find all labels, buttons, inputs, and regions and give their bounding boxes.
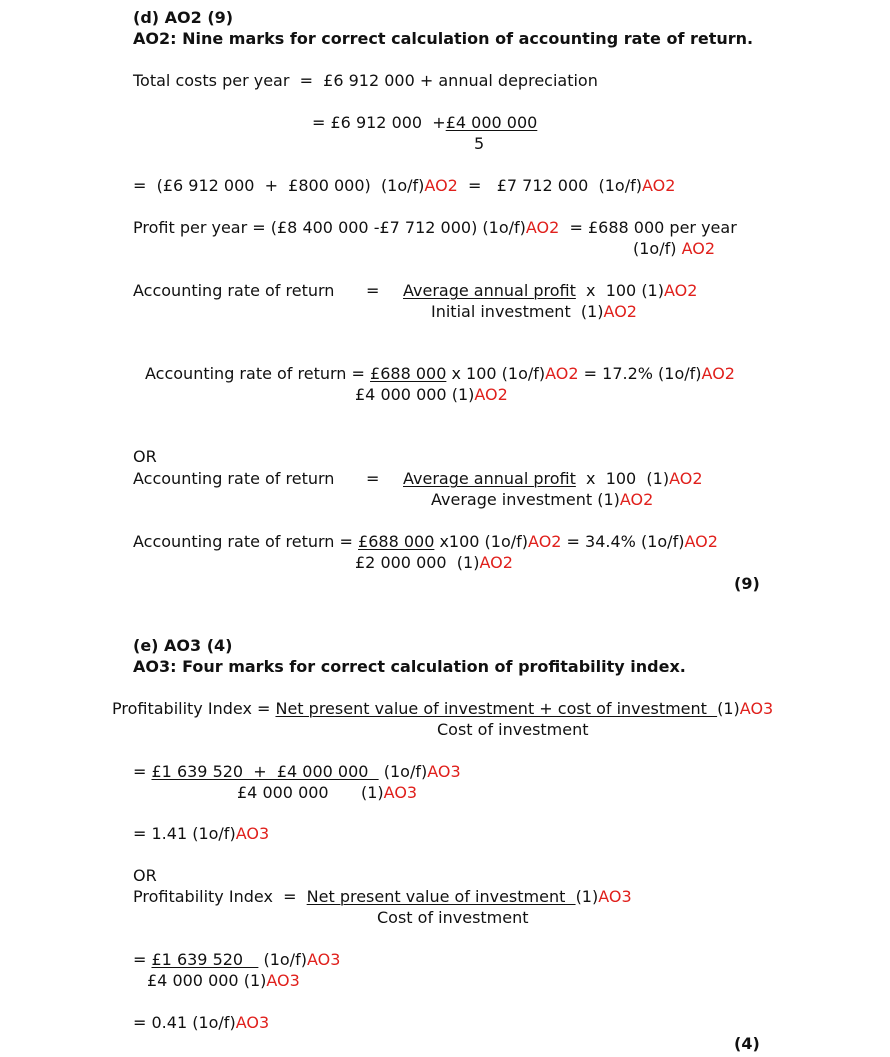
arr-calculation-2-denominator	[355, 553, 513, 573]
ao-tag: AO2	[474, 385, 508, 404]
mark: (1o/f)	[378, 762, 428, 781]
text: Accounting rate of return =	[145, 364, 371, 383]
formula-denominator: 5	[474, 134, 485, 153]
ao-tag: AO3	[598, 887, 632, 906]
text: = 1.41 (1o/f)	[133, 824, 236, 843]
pi-formula-1-denominator: Cost of investment	[437, 720, 589, 739]
numerator: Net present value of investment + cost of investment	[275, 699, 718, 718]
text: £4 000 000 (1)	[355, 385, 475, 404]
text: x 100 (1)	[575, 281, 664, 300]
pi-calculation-2-denominator	[147, 971, 300, 991]
numerator: £688 000	[370, 364, 447, 383]
ao-tag: AO2	[545, 364, 579, 383]
pi-formula-2	[133, 887, 632, 907]
numerator: £688 000	[358, 532, 435, 551]
part-d-total: (9)	[734, 574, 760, 593]
text: = £7 712 000 (1o/f)	[457, 176, 642, 195]
pi-calculation-1-denominator: £4 000 000	[237, 783, 329, 802]
ao-tag: AO2	[681, 239, 715, 258]
pi-calculation-2	[133, 950, 340, 970]
ao-tag: AO2	[525, 218, 560, 237]
ao-tag: AO2	[641, 176, 676, 195]
numerator: Average annual profit	[403, 469, 576, 488]
text: = £688 000 per year	[559, 218, 737, 237]
depreciation-formula	[312, 113, 537, 133]
mark: (1o/f)	[258, 950, 307, 969]
text: x 100 (1)	[575, 469, 670, 488]
pi-result-1	[133, 824, 269, 844]
numerator: £1 639 520 + £4 000 000	[151, 762, 379, 781]
text: £4 000 000 (1)	[147, 971, 267, 990]
part-e-heading: (e) AO3 (4)	[133, 636, 233, 655]
ao-tag: AO2	[669, 469, 703, 488]
pi-result-2	[133, 1013, 269, 1033]
text: = (£6 912 000 + £800 000) (1o/f)	[133, 176, 425, 195]
arr-formula-2-denominator	[431, 490, 653, 510]
formula-prefix: = £6 912 000 +	[312, 113, 446, 132]
ao-tag: AO3	[266, 971, 300, 990]
arr-formula-1-denominator	[431, 302, 637, 322]
result: = 17.2% (1o/f)	[578, 364, 702, 383]
ao-tag: AO3	[383, 783, 418, 802]
ao-tag: AO3	[427, 762, 461, 781]
arr-formula-1	[403, 281, 697, 301]
ao-tag: AO2	[528, 532, 562, 551]
mark: (1)	[575, 887, 599, 906]
part-d-description: AO2: Nine marks for correct calculation of accounting rate of return.	[133, 29, 754, 48]
text: =	[133, 950, 152, 969]
mark: (1)	[361, 783, 384, 802]
numerator: Net present value of investment	[306, 887, 576, 906]
arr-calculation-1-denominator	[355, 385, 508, 405]
result: = 34.4% (1o/f)	[561, 532, 685, 551]
arr-label: Accounting rate of return	[133, 281, 335, 300]
part-e-description: AO3: Four marks for correct calculation of profitability index.	[133, 657, 686, 676]
pi-formula-2-denominator: Cost of investment	[377, 908, 529, 927]
pi-formula-1	[112, 699, 773, 719]
text: x 100 (1o/f)	[446, 364, 546, 383]
text: x100 (1o/f)	[434, 532, 529, 551]
part-d-heading: (d) AO2 (9)	[133, 8, 234, 27]
ao-tag: AO2	[684, 532, 718, 551]
ao-tag: AO2	[603, 302, 637, 321]
ao-tag: AO2	[424, 176, 458, 195]
text: Profit per year = (£8 400 000 -£7 712 000) (1o/f)	[133, 218, 526, 237]
arr-calculation-1	[145, 364, 735, 384]
text: =	[133, 762, 152, 781]
ao-tag: AO3	[739, 699, 774, 718]
arr-label-2: Accounting rate of return	[133, 469, 335, 488]
text: Profitability Index =	[133, 887, 307, 906]
text: Average investment (1)	[431, 490, 620, 509]
text: Accounting rate of return =	[133, 532, 359, 551]
equals-sign: =	[366, 281, 380, 300]
numerator: £1 639 520	[151, 950, 259, 969]
arr-formula-2	[403, 469, 703, 489]
pi-calculation-1-mark	[361, 783, 417, 803]
text: (1o/f)	[633, 239, 682, 258]
total-costs-line: Total costs per year = £6 912 000 + annual depreciation	[133, 71, 598, 90]
or-label-2: OR	[133, 866, 157, 885]
text: = 0.41 (1o/f)	[133, 1013, 236, 1032]
formula-numerator: £4 000 000	[445, 113, 538, 132]
total-cost-result	[133, 176, 675, 196]
ao-tag: AO2	[701, 364, 735, 383]
text: Profitability Index =	[112, 699, 276, 718]
ao-tag: AO2	[479, 553, 513, 572]
equals-sign: =	[366, 469, 380, 488]
or-label: OR	[133, 447, 157, 466]
ao-tag: AO3	[235, 1013, 270, 1032]
arr-calculation-2	[133, 532, 718, 552]
part-e-total: (4)	[734, 1034, 760, 1053]
text: Initial investment (1)	[431, 302, 604, 321]
profit-per-year	[133, 218, 737, 238]
numerator: Average annual profit	[403, 281, 576, 300]
mark: (1)	[717, 699, 740, 718]
ao-tag: AO2	[663, 281, 698, 300]
profit-mark	[633, 239, 715, 259]
ao-tag: AO2	[619, 490, 654, 509]
text: £2 000 000 (1)	[355, 553, 480, 572]
ao-tag: AO3	[306, 950, 341, 969]
ao-tag: AO3	[235, 824, 270, 843]
pi-calculation-1	[133, 762, 461, 782]
